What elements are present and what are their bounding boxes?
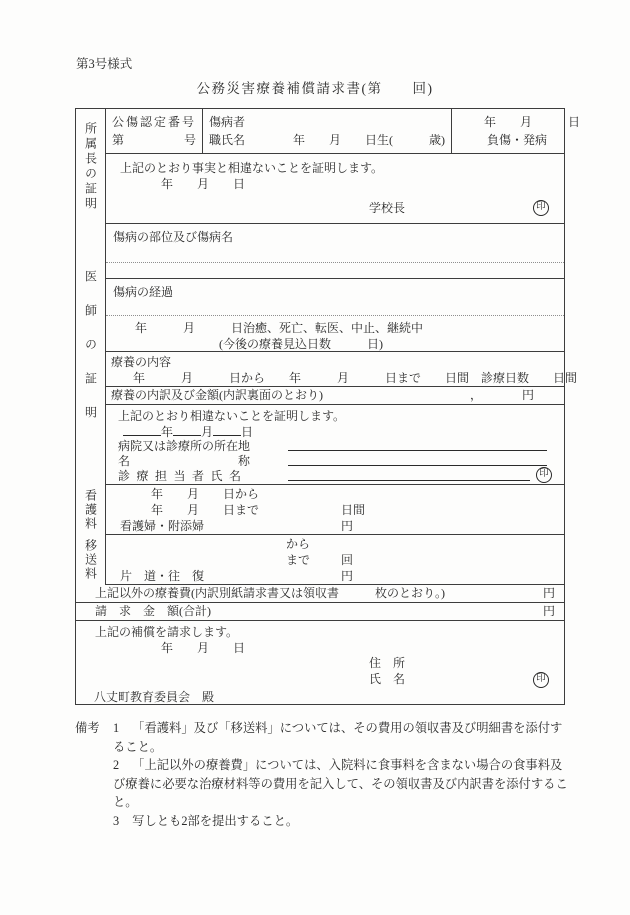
side-label-doctor-text: 医師の証明: [83, 269, 98, 440]
row-care-amount: [106, 387, 564, 405]
seal-icon: 印: [533, 200, 549, 216]
victim-name-birth-line: 職氏名 年 月 日生( 歳): [209, 133, 446, 147]
doctor-statement: 上記のとおり相違ないことを証明します。: [118, 409, 346, 423]
side-label-nursing: [76, 485, 106, 535]
hospital-address-blank: [288, 450, 547, 451]
form-title: 公務災害療養補償請求書(第 回): [196, 81, 434, 96]
row-injury-site: [106, 224, 564, 279]
total-amount-label: 請 求 金 額(合計): [95, 604, 211, 618]
claim-date-line: 年 月 日: [161, 640, 246, 655]
transport-to-line: [106, 552, 564, 568]
nursing-days-unit: 日間: [341, 503, 366, 517]
amount-label: 療養の内訳及び金額(内訳裏面のとおり): [111, 388, 323, 402]
seal-icon: 印: [536, 467, 552, 483]
injury-number-title: 公傷認定番号: [112, 115, 197, 129]
row-total-amount: [76, 603, 564, 621]
notes-section: [75, 719, 569, 830]
row-transport-fee: [106, 535, 564, 585]
transport-yen-unit: 円: [341, 569, 354, 583]
dotted-separator: [106, 315, 564, 316]
other-expense-unit: 円: [542, 586, 555, 600]
nursing-yen-unit: 円: [341, 519, 354, 533]
nursing-from-line: 年 月 日から: [151, 487, 260, 501]
onset-label: 負傷・発病: [487, 133, 548, 147]
section-supervisor-certification: [76, 109, 581, 224]
row-injury-progress: [106, 279, 564, 352]
care-label: 療養の内容: [111, 355, 172, 369]
side-label-transport: [76, 535, 106, 585]
doctor-name-label: 診療担当者氏名: [118, 469, 248, 483]
section-nursing-fee: [76, 485, 564, 535]
note-item: [113, 756, 569, 812]
cell-onset-date: [452, 109, 588, 153]
claim-address-label: 住 所: [369, 656, 406, 670]
side-label-nursing-text: 看護料: [83, 489, 98, 531]
claim-form-table: [75, 108, 581, 705]
supervisor-statement: 上記のとおり事実と相違ないことを証明します。: [120, 161, 384, 175]
amount-unit: 円: [521, 388, 534, 402]
note-text: 「上記以外の療養費」については、入院料に食事料を含まない場合の食事料及び療養に必要な治療材料等の費用を記入して、その領収書及び内訳書を添付すること。: [113, 758, 568, 809]
injury-site-label: 傷病の部位及び傷病名: [113, 230, 234, 244]
care-period-line: 年 月 日から 年 月 日まで 日間 診療日数 日間: [133, 371, 578, 385]
doctor-name-blank: [288, 480, 530, 481]
cell-victim: [203, 109, 452, 153]
transport-from-line: から: [286, 537, 311, 551]
row-supervisor-statement: [106, 154, 564, 224]
principal-label: 学校長: [369, 201, 406, 215]
note-text: 写しとも2部を提出すること。: [132, 813, 299, 828]
row-care-content: [106, 352, 578, 387]
transport-oneway-line: [106, 568, 564, 584]
section-transport-fee: [76, 535, 564, 585]
transport-count-unit: 回: [341, 553, 354, 567]
note-number: 3: [113, 813, 120, 828]
row-doctor-statement: [106, 405, 564, 485]
row-victim-info: [106, 109, 581, 154]
hospital-name-label: [118, 454, 250, 469]
victim-label: 傷病者: [209, 115, 246, 129]
date-blank: [213, 424, 241, 436]
side-label-supervisor-text: 所属長の証明: [83, 121, 98, 212]
progress-status-line: 年 月 日治癒、死亡、転医、中止、継続中: [135, 321, 424, 335]
hospital-address-label: 病院又は診療所の所在地: [118, 439, 251, 453]
injury-number-prefix: 第: [112, 133, 125, 147]
nurse-label: 看護婦・附添婦: [120, 519, 205, 533]
progress-label: 傷病の経過: [113, 285, 174, 299]
side-label-doctor: [76, 224, 106, 485]
total-amount-unit: 円: [542, 604, 555, 618]
other-expense-label: 上記以外の療養費(内訳別紙請求書又は領収書 枚のとおり。): [95, 586, 445, 600]
claim-name-label: 氏 名: [369, 671, 406, 686]
hospital-address-line: [106, 439, 564, 454]
progress-note-line: (今後の療養見込日数 日): [219, 337, 383, 351]
amount-comma: ，: [469, 388, 482, 402]
notes-label: 備考: [75, 721, 100, 735]
row-other-expense: [76, 585, 564, 603]
hospital-name-blank: [288, 465, 547, 466]
row-claim-statement: [76, 621, 564, 704]
cell-injury-number: [106, 109, 203, 153]
note-item: [113, 812, 569, 831]
claim-recipient: 八丈町教育委員会 殿: [94, 689, 215, 704]
note-number: 2: [113, 758, 120, 772]
injury-number-suffix: 号: [184, 133, 197, 147]
oneway-label: 片 道・往 復: [120, 569, 205, 583]
hospital-name-line: [106, 454, 564, 469]
month-label: 月: [201, 425, 214, 439]
note-item: [113, 719, 569, 756]
year-label: 年: [161, 425, 174, 439]
date-blank: [123, 424, 161, 436]
nursing-to-line: [106, 502, 564, 518]
claim-statement: 上記の補償を請求します。: [95, 625, 239, 639]
note-text: 「看護料」及び「移送料」については、その費用の領収書及び明細書を添付すること。: [113, 721, 563, 754]
day-label: 日: [241, 425, 254, 439]
doctor-date-line: [106, 424, 564, 439]
name-label-first: 名: [118, 454, 131, 468]
dotted-separator: [106, 262, 564, 263]
transport-to-label: まで: [286, 553, 311, 567]
date-blank: [173, 424, 201, 436]
note-number: 1: [113, 721, 120, 735]
supervisor-date-line: 年 月 日: [161, 177, 246, 191]
nursing-nurse-line: [106, 518, 564, 534]
doctor-name-line: [106, 469, 564, 484]
row-nursing-fee: [106, 485, 564, 535]
section-doctor-certification: [76, 224, 578, 485]
side-label-supervisor: [76, 109, 106, 224]
form-code: 第3号様式: [76, 57, 133, 71]
side-label-transport-text: 移送料: [83, 539, 98, 581]
name-label-last: 称: [237, 454, 250, 468]
nursing-to-label: 年 月 日まで: [151, 503, 260, 517]
seal-icon: 印: [533, 672, 549, 688]
onset-date-line: 年 月 日: [484, 115, 581, 129]
